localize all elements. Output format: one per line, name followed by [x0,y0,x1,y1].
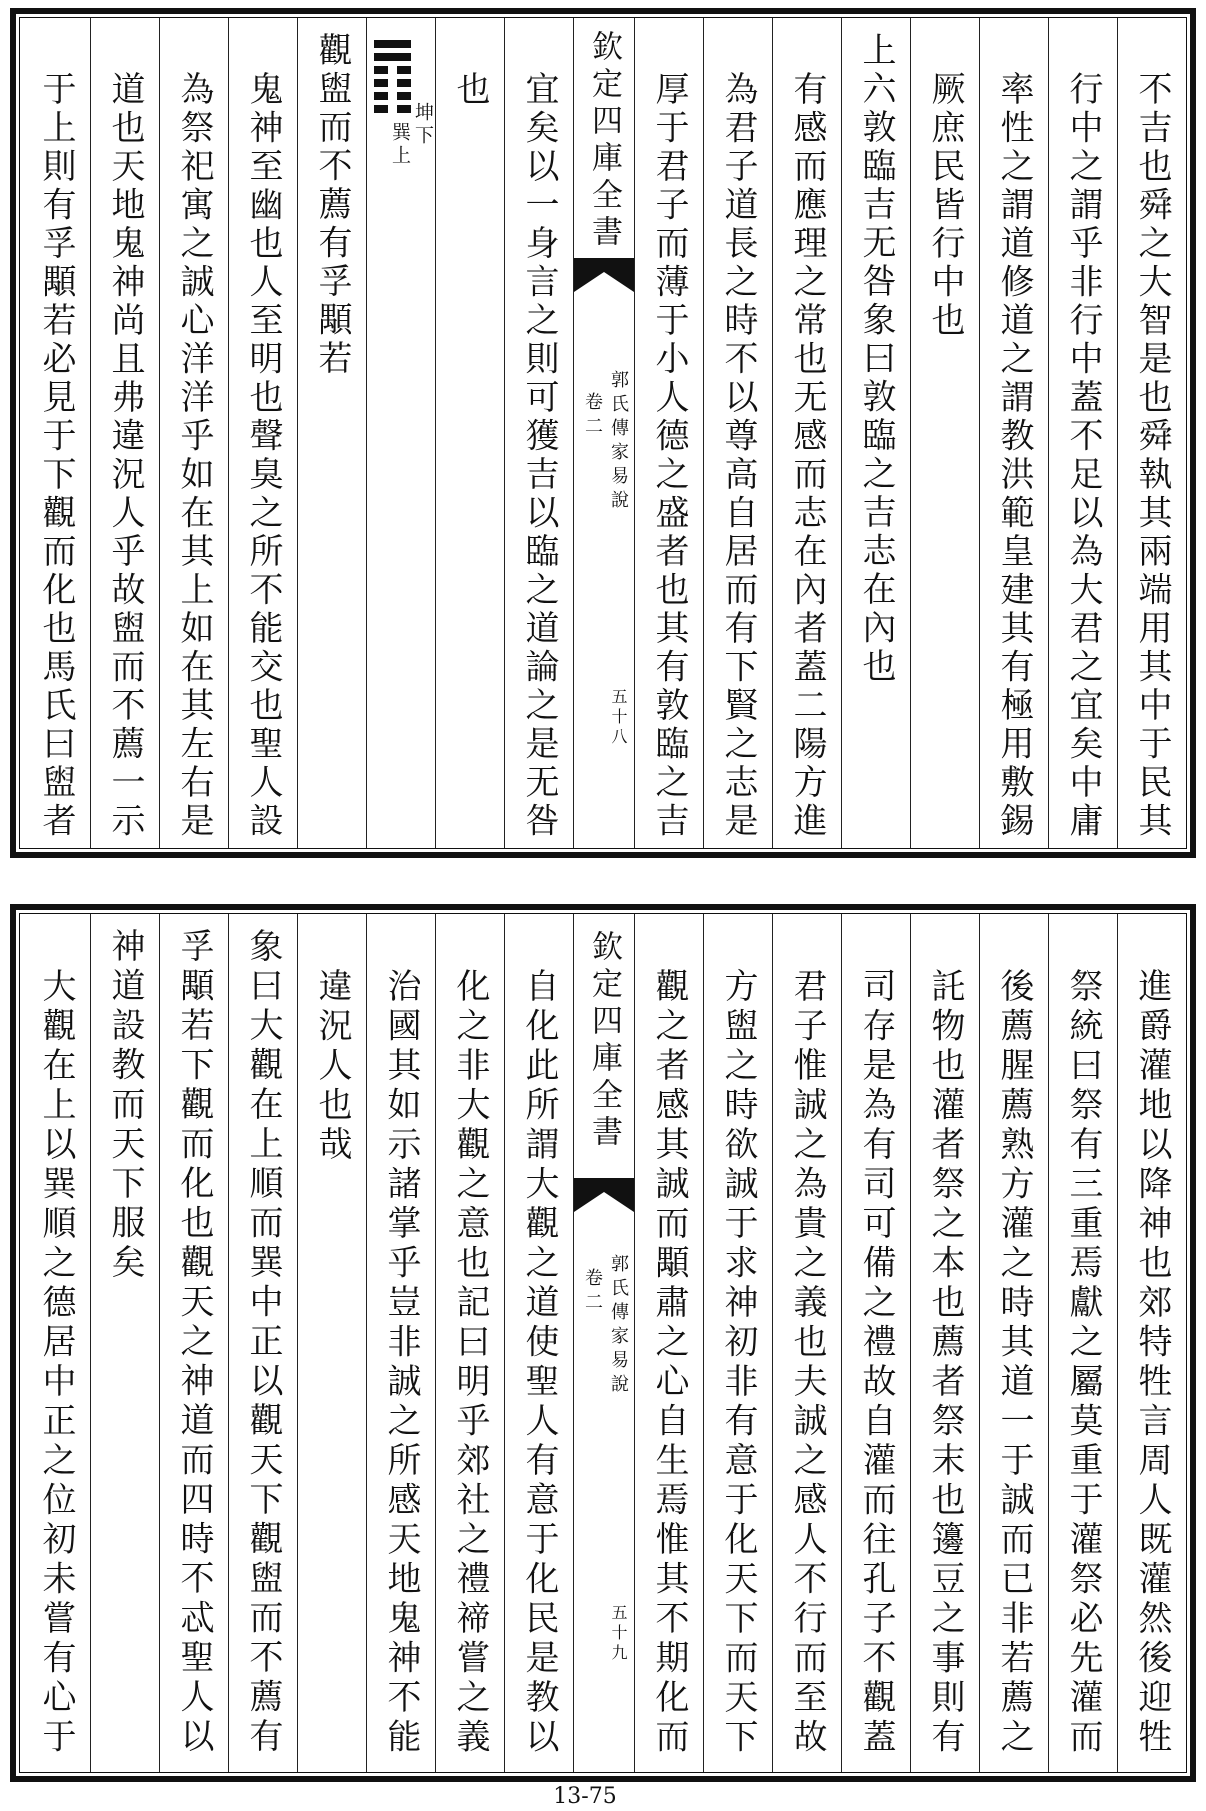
text-column [910,18,979,848]
hexagram-symbol [374,40,411,113]
hexagram-broken-line [374,79,411,87]
commentary-text: 為祭祀寓之誠心洋洋乎如在其上如在其左右是 [174,70,214,841]
text-column [703,18,772,848]
center-fold-column [573,18,634,848]
commentary-text: 于上則有孚顒若必見于下觀而化也馬氏曰盥者 [36,70,76,841]
commentary-text: 自化此所謂大觀之道使聖人有意于化民是教以 [519,967,559,1758]
commentary-text: 有感而應理之常也无感而志在內者蓋二陽方進 [787,70,827,841]
commentary-text: 司存是為有司可備之禮故自灌而往孔子不觀蓋 [856,967,896,1758]
commentary-text: 行中之謂乎非行中蓋不足以為大君之宜矣中庸 [1063,70,1103,841]
hexagram-broken-line [374,92,411,100]
page-number: 13-75 [553,1784,617,1809]
lower-trigram-label: 坤下 [412,102,434,148]
book-title: 郭氏傳家易說 [608,1254,629,1398]
text-column [1048,914,1117,1772]
classic-text: 觀盥而不薦有孚顒若 [312,32,352,379]
text-column [21,914,90,1772]
commentary-text: 觀之者感其誠而顒肅之心自生焉惟其不期化而 [649,967,689,1758]
commentary-text: 率性之謂道修道之謂教洪範皇建其有極用敷錫 [994,70,1034,841]
folio-frame [19,913,1187,1773]
commentary-text: 治國其如示諸掌乎豈非誠之所感天地鬼神不能 [381,967,421,1758]
text-column [90,914,159,1772]
commentary-text: 鬼神至幽也人至明也聲臭之所不能交也聖人設 [243,70,283,841]
text-column [634,914,703,1772]
commentary-text: 為君子道長之時不以尊高自居而有下賢之志是 [718,70,758,841]
text-column [772,18,841,848]
commentary-text: 祭統曰祭有三重焉獻之屬莫重于灌祭必先灌而 [1063,967,1103,1758]
classic-text: 上六敦臨吉无咎象曰敦臨之吉志在內也 [856,32,896,687]
commentary-text: 道也天地鬼神尚且弗違況人乎故盥而不薦一示 [105,70,145,841]
hexagram-column [366,18,435,848]
text-column [228,18,297,848]
folio-frame [19,17,1187,849]
commentary-text: 違況人也哉 [312,967,352,1165]
volume-label: 卷二 [582,1268,603,1316]
hexagram-broken-line [374,105,411,113]
text-column [504,914,573,1772]
text-column [159,18,228,848]
text-column [1117,18,1186,848]
commentary-text: 託物也灌者祭之本也薦者祭末也籩豆之事則有 [925,967,965,1758]
commentary-text: 厚于君子而薄于小人德之盛者也其有敦臨之吉 [649,70,689,841]
book-title: 郭氏傳家易說 [608,370,629,514]
text-column [703,914,772,1772]
upper-trigram-label: 巽上 [389,122,411,168]
classic-text: 象曰大觀在上順而巽中正以觀天下觀盥而不薦有 [243,928,283,1758]
text-column [228,914,297,1772]
text-column [366,914,435,1772]
lower-folio [10,904,1196,1782]
classic-text: 孚顒若下觀而化也觀天之神道而四時不忒聖人以 [174,928,214,1758]
hexagram-solid-line [374,53,411,61]
text-column [504,18,573,848]
text-column [979,914,1048,1772]
hexagram-broken-line [374,66,411,74]
fish-tail-mark [574,1178,634,1212]
text-column [21,18,90,848]
collection-title: 欽定四庫全書 [586,930,622,1152]
classic-text: 神道設教而天下服矣 [105,928,145,1284]
center-fold-column [573,914,634,1772]
text-column [772,914,841,1772]
hexagram-solid-line [374,40,411,48]
text-column [435,914,504,1772]
fish-tail-mark [574,258,634,292]
commentary-text: 化之非大觀之意也記曰明乎郊社之禮禘嘗之義 [450,967,490,1758]
commentary-text: 宜矣以一身言之則可獲吉以臨之道論之是无咎 [519,70,559,841]
text-column [841,914,910,1772]
text-column [979,18,1048,848]
commentary-text: 大觀在上以巽順之德居中正之位初未嘗有心于 [36,967,76,1758]
text-column [1117,914,1186,1772]
text-column [297,914,366,1772]
text-column [910,914,979,1772]
text-column [841,18,910,848]
commentary-text: 君子惟誠之為貴之義也夫誠之感人不行而至故 [787,967,827,1758]
text-column [90,18,159,848]
commentary-text: 後薦腥薦熟方灌之時其道一于誠而已非若薦之 [994,967,1034,1758]
volume-label: 卷二 [582,392,603,440]
text-column [297,18,366,848]
commentary-text: 厥庶民皆行中也 [925,70,965,340]
folio-number: 五十八 [609,688,628,748]
text-column [634,18,703,848]
upper-folio [10,8,1196,858]
commentary-text: 進爵灌地以降神也郊特牲言周人既灌然後迎牲 [1132,967,1172,1758]
collection-title: 欽定四庫全書 [586,30,622,252]
commentary-text: 也 [450,70,490,109]
text-column [159,914,228,1772]
text-column [435,18,504,848]
commentary-text: 不吉也舜之大智是也舜執其兩端用其中于民其 [1132,70,1172,841]
commentary-text: 方盥之時欲誠于求神初非有意于化天下而天下 [718,967,758,1758]
folio-number: 五十九 [609,1604,628,1664]
text-column [1048,18,1117,848]
